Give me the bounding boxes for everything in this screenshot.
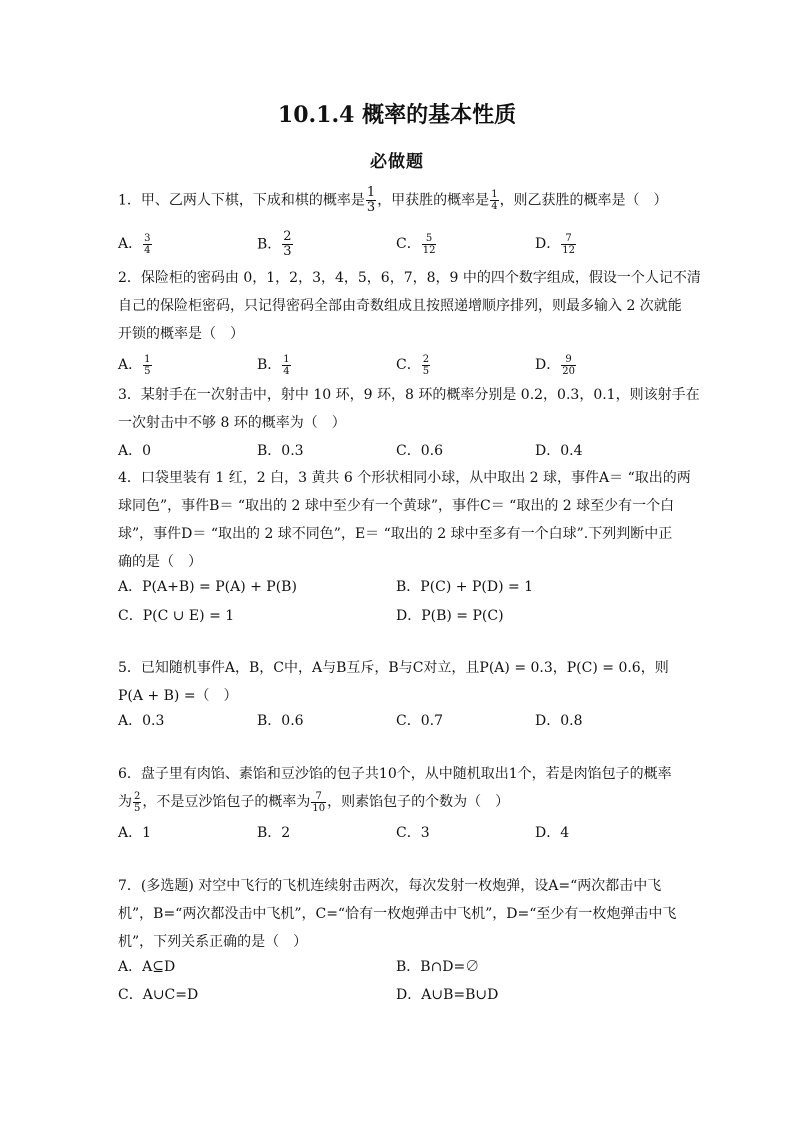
option-b[interactable]: B． $\frac{1}{4}$	[257, 353, 290, 377]
question-1-text: ，甲获胜的概率是	[377, 192, 490, 209]
option-d[interactable]: D．P(B) = P(C)	[396, 608, 504, 624]
question-3	[118, 381, 700, 437]
fraction: $\frac{2}{5}$	[134, 790, 141, 814]
question-1-text: 1．甲、乙两人下棋，下成和棋的概率是	[118, 192, 365, 209]
option-a[interactable]: A． $\frac{3}{4}$	[118, 232, 151, 256]
question-5	[118, 654, 678, 710]
option-c[interactable]: C．0.7	[396, 713, 443, 729]
question-4-line: 球”，事件D＝ “取出的 2 球不同色”，E＝ “取出的 2 球中至多有一个白球”.下列判断中正	[118, 526, 673, 542]
option-b[interactable]: B．0.3	[257, 443, 304, 459]
option-a[interactable]: A．0	[118, 443, 152, 459]
fraction: $\frac{1}{3}$	[366, 185, 376, 215]
option-a[interactable]: A．A⊆D	[118, 959, 176, 975]
option-d[interactable]: D．0.8	[535, 713, 583, 729]
option-d[interactable]: D．0.4	[535, 443, 583, 459]
option-d[interactable]: D．A∪B=B∪D	[396, 987, 499, 1003]
question-2-line: 自己的保险柜密码，只记得密码全部由奇数组成且按照递增顺序排列，则最多输入 2 次就能	[118, 298, 682, 314]
option-c[interactable]: C．A∪C=D	[118, 987, 199, 1003]
question-7	[118, 872, 678, 956]
question-4-options-row-1	[118, 573, 678, 601]
fraction: $\frac{2}{3}$	[283, 229, 292, 259]
question-7-line: 7．(多选题) 对空中飞行的飞机连续射击两次，每次发射一枚炮弹，设A=“两次都击中飞	[118, 878, 662, 894]
question-3-line: 3．某射手在一次射击中，射中 10 环，9 环，8 环的概率分别是 0.2，0.3，0.1，则该射手在	[118, 387, 700, 403]
fraction: $\frac{1}{4}$	[491, 189, 498, 212]
option-a[interactable]: A． $\frac{1}{5}$	[118, 353, 151, 377]
question-7-line: 机”，B=“两次都没击中飞机”，C=“恰有一枚炮弹击中飞机”，D=“至少有一枚炮弹击中飞	[118, 906, 677, 922]
question-5-line: P(A + B) =（ ）	[118, 688, 238, 704]
question-5-options	[118, 707, 678, 735]
question-1-options	[118, 230, 678, 258]
question-2	[118, 264, 701, 348]
question-4-options-row-2	[118, 602, 678, 630]
question-7-options-row-1	[118, 953, 678, 981]
option-c[interactable]: C． $\frac{5}{12}$	[396, 232, 436, 256]
question-7-options-row-2	[118, 981, 678, 1009]
question-2-line: 2．保险柜的密码由 0，1，2，3，4，5，6，7，8，9 中的四个数字组成，假设一个人记不清	[118, 270, 701, 286]
page-title: 10.1.4 概率的基本性质	[277, 102, 517, 128]
option-d[interactable]: D． $\frac{7}{12}$	[535, 232, 575, 256]
question-4	[118, 464, 691, 576]
fraction: $\frac{3}{4}$	[144, 232, 151, 256]
question-4-line: 4．口袋里装有 1 红，2 白，3 黄共 6 个形状相同小球，从中取出 2 球，事件A＝ “取出的两	[118, 470, 691, 486]
option-d[interactable]: D． $\frac{9}{20}$	[535, 353, 575, 377]
question-7-line: 机”，下列关系正确的是（ ）	[118, 934, 308, 950]
question-4-line: 确的是（ ）	[118, 554, 202, 570]
option-c[interactable]: C．P(C ∪ E) = 1	[118, 608, 235, 624]
question-3-line: 一次射击中不够 8 环的概率为（ ）	[118, 415, 346, 431]
question-5-line: 5．已知随机事件A，B，C中，A与B互斥，B与C对立，且P(A) = 0.3，P(C) = 0.6，则	[118, 660, 669, 676]
option-a[interactable]: A．P(A+B) = P(A) + P(B)	[118, 579, 297, 595]
option-a[interactable]: A．1	[118, 825, 152, 841]
option-c[interactable]: C．0.6	[396, 443, 443, 459]
fraction: $\frac{7}{12}$	[562, 232, 575, 256]
question-6	[118, 760, 678, 816]
option-b[interactable]: B．0.6	[257, 713, 304, 729]
option-c[interactable]: C．3	[396, 825, 430, 841]
fraction: $\frac{5}{12}$	[422, 232, 436, 256]
question-3-options	[118, 437, 678, 465]
option-d[interactable]: D．4	[535, 825, 570, 841]
question-6-text: 为	[118, 794, 132, 810]
question-2-options	[118, 351, 678, 379]
question-4-line: 球同色”，事件B＝ “取出的 2 球中至少有一个黄球”，事件C＝ “取出的 2 球至少有一个白	[118, 498, 675, 514]
option-b[interactable]: B．B∩D=∅	[396, 959, 480, 975]
question-2-line: 开锁的概率是（ ）	[118, 326, 244, 342]
option-b[interactable]: B．2	[257, 825, 291, 841]
option-c[interactable]: C． $\frac{2}{5}$	[396, 353, 430, 377]
option-a[interactable]: A．0.3	[118, 713, 165, 729]
question-6-text: ，不是豆沙馅包子的概率为	[142, 794, 311, 810]
question-6-text: ，则素馅包子的个数为（ ）	[327, 794, 510, 810]
question-1	[118, 186, 678, 215]
question-6-line: 6．盘子里有肉馅、素馅和豆沙馅的包子共10个，从中随机取出1个，若是肉馅包子的概率	[118, 766, 672, 782]
question-6-options	[118, 819, 678, 847]
fraction: $\frac{7}{10}$	[312, 790, 326, 814]
question-1-text: ，则乙获胜的概率是（ ）	[499, 192, 668, 209]
section-subtitle: 必做题	[370, 152, 424, 172]
option-b[interactable]: B．P(C) + P(D) = 1	[396, 579, 534, 595]
option-b[interactable]: B． $\frac{2}{3}$	[257, 229, 292, 259]
